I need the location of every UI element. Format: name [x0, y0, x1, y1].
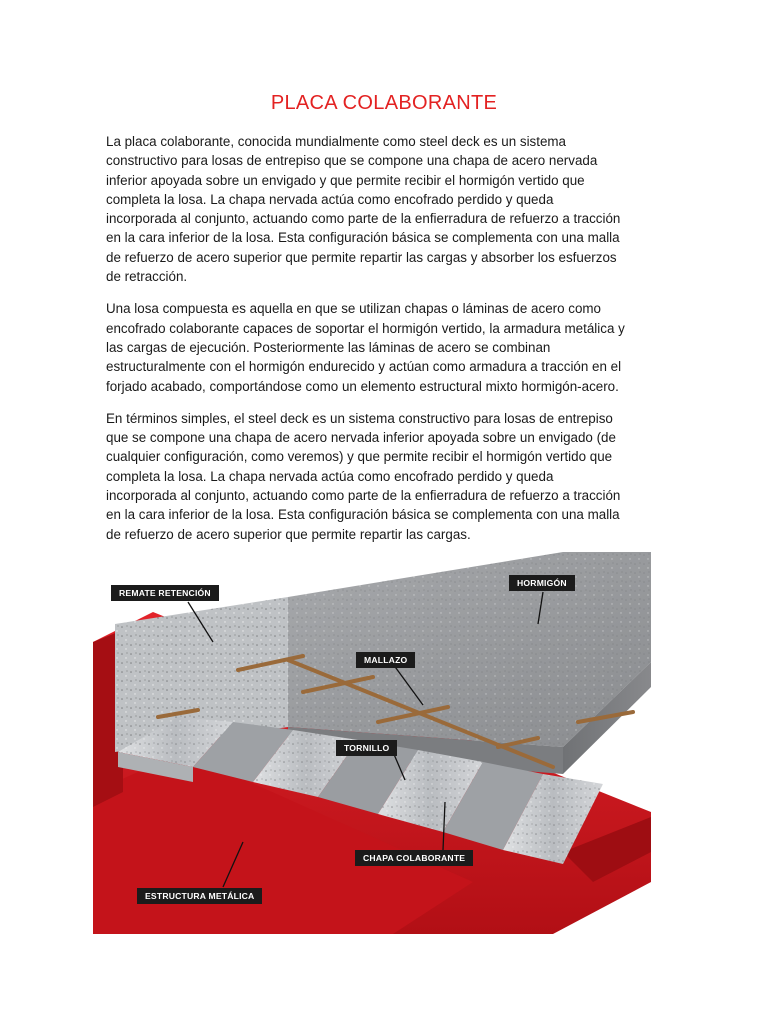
label-chapa-colaborante: CHAPA COLABORANTE: [355, 850, 473, 866]
label-hormigon: HORMIGÓN: [509, 575, 575, 591]
steel-deck-illustration: [93, 552, 651, 934]
label-tornillo: TORNILLO: [336, 740, 397, 756]
paragraph-1: La placa colaborante, conocida mundialmente como steel deck es un sistema constructivo para losas de entrepiso que se compone una chapa de acero nervada inferior apoyada sobre un envigado y que permite recibir el hormigón vertido que completa la losa. La chapa nervada actúa como encofrado perdido y queda incorporada al conjunto, actuando como parte de la enfierradura de refuerzo a tracción en la cara inferior de la losa. Esta configuración básica se complementa con una malla de refuerzo de acero superior que permite repartir las cargas y absorber los esfuerzos de retracción.: [106, 134, 621, 285]
paragraph-3: En términos simples, el steel deck es un sistema constructivo para losas de entrepiso que se compone una chapa de acero nervada inferior apoyada sobre un envigado (de cualquier configuración, como veremos) y que permite recibir el hormigón vertido que completa la losa. La chapa nervada actúa como encofrado perdido y queda incorporada al conjunto, actuando como parte de la enfierradura de refuerzo a tracción en la cara inferior de la losa. Esta configuración básica se complementa con una malla de refuerzo de acero superior que permite repartir las cargas.: [106, 410, 621, 542]
label-remate-retencion: REMATE RETENCIÓN: [111, 585, 219, 601]
label-mallazo: MALLAZO: [356, 652, 415, 668]
document-body: [106, 132, 626, 557]
paragraph-2: Una losa compuesta es aquella en que se utilizan chapas o láminas de acero como encofrado colaborante capaces de soportar el hormigón vertido, la armadura metálica y las cargas de ejecución. Posteriormente las láminas de acero se combinan estructuralmente con el hormigón endurecido y actúan como armadura a tracción en el forjado acabado, comportándose como un elemento estructural mixto hormigón-acero.: [106, 301, 625, 394]
page-title: PLACA COLABORANTE: [270, 92, 498, 114]
label-estructura-metalica: ESTRUCTURA METÁLICA: [137, 888, 262, 904]
